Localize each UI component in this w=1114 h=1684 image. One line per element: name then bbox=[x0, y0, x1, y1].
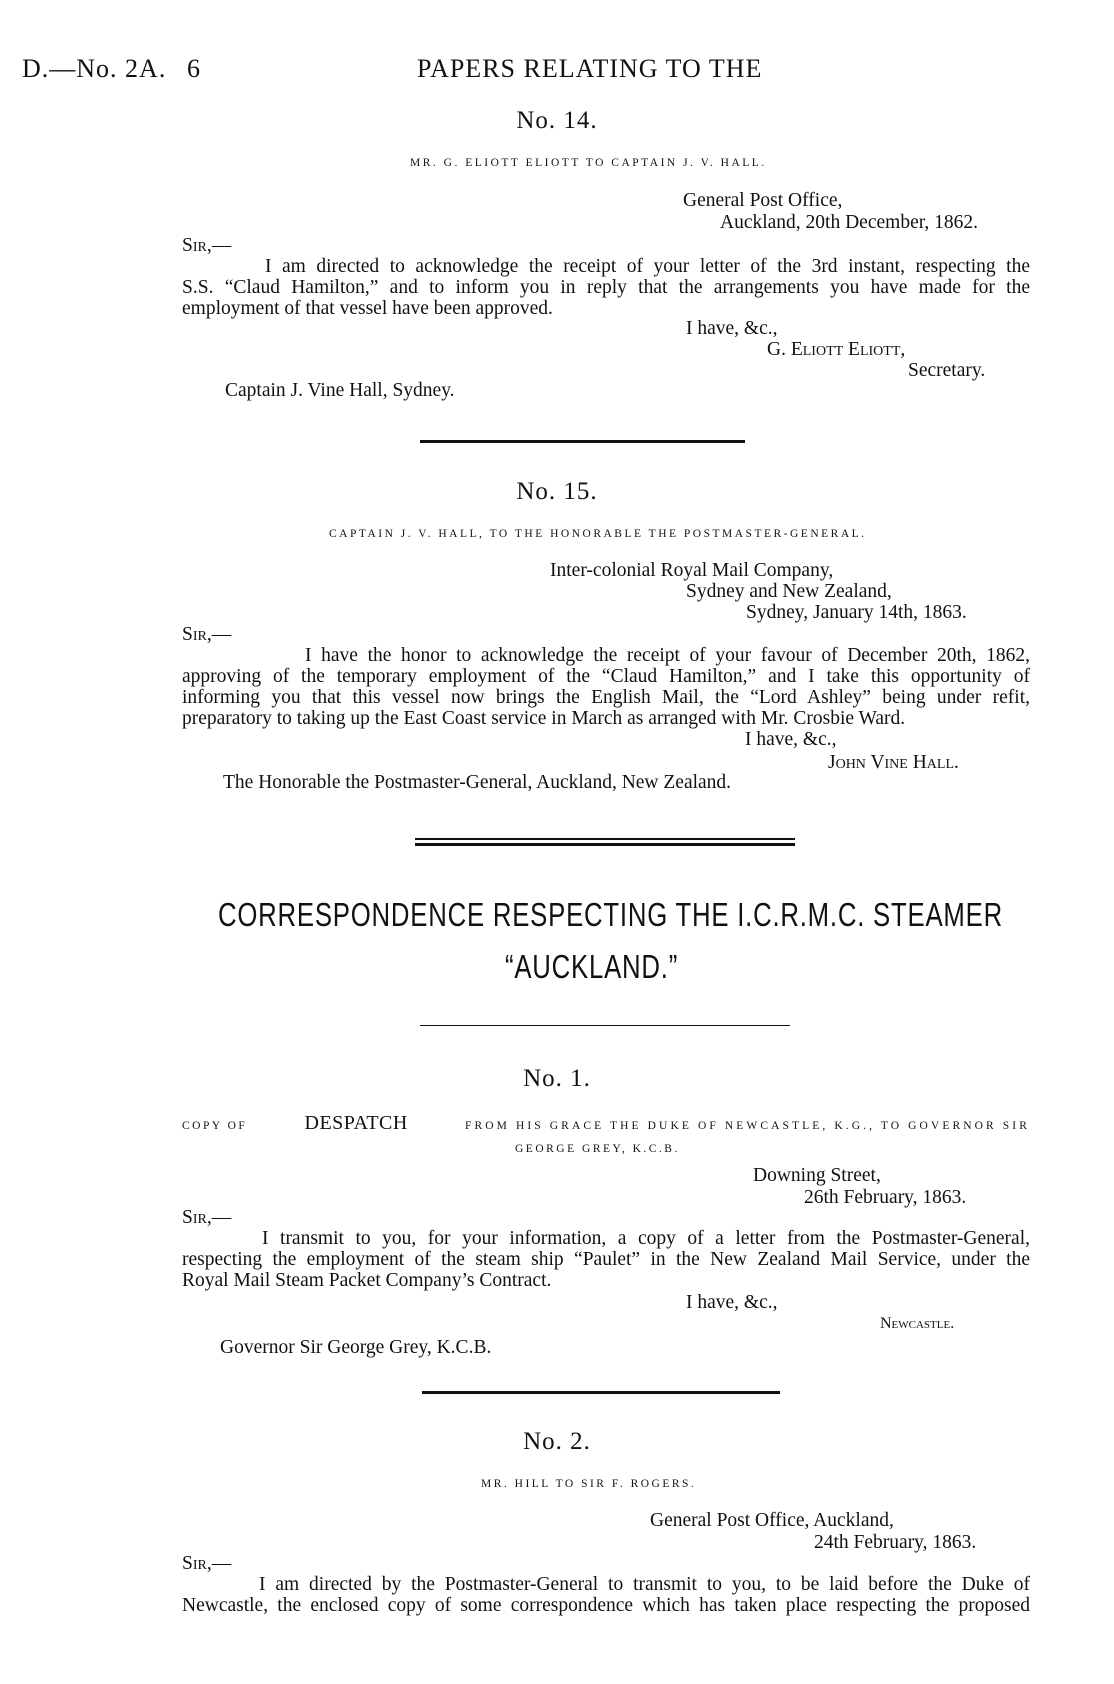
letter-15-body-line-4: preparatory to taking up the East Coast service in March as arranged with Mr. Crosbie Ward. bbox=[182, 708, 906, 729]
letter-15-body-line-1: I have the honor to acknowledge the receipt of your favour of December 20th, 1862, bbox=[305, 645, 1030, 666]
letter-15-salutation: Sir,— bbox=[182, 624, 232, 645]
divider-rule-2 bbox=[422, 1391, 780, 1394]
letter-2-address-line-1: General Post Office, Auckland, bbox=[650, 1510, 894, 1531]
letter-2-address-line-2: 24th February, 1863. bbox=[814, 1532, 977, 1553]
letter-1-address-line-1: Downing Street, bbox=[753, 1165, 881, 1186]
letter-1-signature: Newcastle. bbox=[880, 1315, 955, 1332]
letter-15-body-line-3: informing you that this vessel now brings the English Mail, the “Lord Ashley” being under refit, bbox=[182, 687, 1030, 708]
letter-15-address-line-1: Inter-colonial Royal Mail Company, bbox=[550, 560, 834, 581]
letter-15-number: No. 15. bbox=[516, 478, 598, 505]
letter-1-closing: I have, &c., bbox=[686, 1292, 778, 1313]
letter-1-salutation: Sir,— bbox=[182, 1207, 232, 1228]
letter-1-body-line-3: Royal Mail Steam Packet Company’s Contract. bbox=[182, 1270, 552, 1291]
running-title: PAPERS RELATING TO THE bbox=[417, 54, 763, 83]
letter-15-signature: John Vine Hall. bbox=[828, 752, 959, 773]
letter-15-caption: CAPTAIN J. V. HALL, TO THE HONORABLE THE POSTMASTER-GENERAL. bbox=[329, 528, 867, 540]
letter-1-caption-suffix: FROM HIS GRACE THE DUKE OF NEWCASTLE, K.G., TO GOVERNOR SIR bbox=[465, 1120, 1030, 1132]
double-divider-bottom bbox=[415, 843, 795, 846]
letter-1-caption-prefix: COPY OF bbox=[182, 1120, 248, 1132]
letter-2-salutation: Sir,— bbox=[182, 1553, 232, 1574]
letter-15-body-line-2: approving of the temporary employment of the “Claud Hamilton,” and I take this opportunity of bbox=[182, 666, 1030, 687]
letter-1-body-line-1: I transmit to you, for your information, a copy of a letter from the Postmaster-General, bbox=[262, 1228, 1030, 1249]
letter-14-signature-title: Secretary. bbox=[908, 360, 986, 381]
letter-14-address-line-1: General Post Office, bbox=[683, 190, 843, 211]
letter-15-address-line-3: Sydney, January 14th, 1863. bbox=[746, 602, 967, 623]
letter-14-salutation: Sir,— bbox=[182, 235, 232, 256]
letter-14-recipient: Captain J. Vine Hall, Sydney. bbox=[225, 380, 455, 401]
letter-14-closing: I have, &c., bbox=[686, 318, 778, 339]
double-divider-top bbox=[415, 838, 795, 840]
letter-15-closing: I have, &c., bbox=[745, 729, 837, 750]
letter-14-body-line-3: employment of that vessel have been approved. bbox=[182, 298, 553, 319]
letter-2-body-line-1: I am directed by the Postmaster-General to transmit to you, to be laid before the Duke of bbox=[259, 1574, 1030, 1595]
page-number: 6 bbox=[187, 54, 201, 83]
letter-1-caption bbox=[182, 1112, 1030, 1135]
section-title-line-1: CORRESPONDENCE RESPECTING THE I.C.R.M.C. STEAMER bbox=[218, 896, 1003, 933]
letter-2-body-line-2: Newcastle, the enclosed copy of some correspondence which has taken place respecting the proposed bbox=[182, 1595, 1030, 1616]
letter-14-number: No. 14. bbox=[516, 107, 598, 134]
letter-14-address-line-2: Auckland, 20th December, 1862. bbox=[720, 212, 979, 233]
section-title-line-2: “AUCKLAND.” bbox=[505, 948, 679, 985]
letter-1-address-line-2: 26th February, 1863. bbox=[804, 1187, 967, 1208]
divider-rule bbox=[420, 440, 745, 443]
letter-14-signature: G. Eliott Eliott, bbox=[767, 339, 906, 360]
letter-2-number: No. 2. bbox=[523, 1428, 591, 1455]
letter-1-caption-line-2: GEORGE GREY, K.C.B. bbox=[515, 1143, 680, 1155]
letter-14-body-line-2: S.S. “Claud Hamilton,” and to inform you in reply that the arrangements you have made for the bbox=[182, 277, 1030, 298]
letter-14-caption: MR. G. ELIOTT ELIOTT TO CAPTAIN J. V. HALL. bbox=[410, 157, 767, 169]
letter-1-body-line-2: respecting the employment of the steam ship “Paulet” in the New Zealand Mail Service, under the bbox=[182, 1249, 1030, 1270]
letter-1-number: No. 1. bbox=[523, 1065, 591, 1092]
letter-14-body-line-1: I am directed to acknowledge the receipt of your letter of the 3rd instant, respecting the bbox=[265, 256, 1030, 277]
letter-2-caption: MR. HILL TO SIR F. ROGERS. bbox=[481, 1478, 697, 1490]
letter-1-caption-despatch: DESPATCH bbox=[304, 1112, 408, 1134]
letter-15-recipient: The Honorable the Postmaster-General, Auckland, New Zealand. bbox=[223, 772, 732, 793]
letter-1-recipient: Governor Sir George Grey, K.C.B. bbox=[220, 1337, 492, 1358]
section-divider-rule bbox=[420, 1025, 790, 1026]
document-reference: D.—No. 2A. bbox=[22, 54, 167, 83]
letter-15-address-line-2: Sydney and New Zealand, bbox=[686, 581, 892, 602]
